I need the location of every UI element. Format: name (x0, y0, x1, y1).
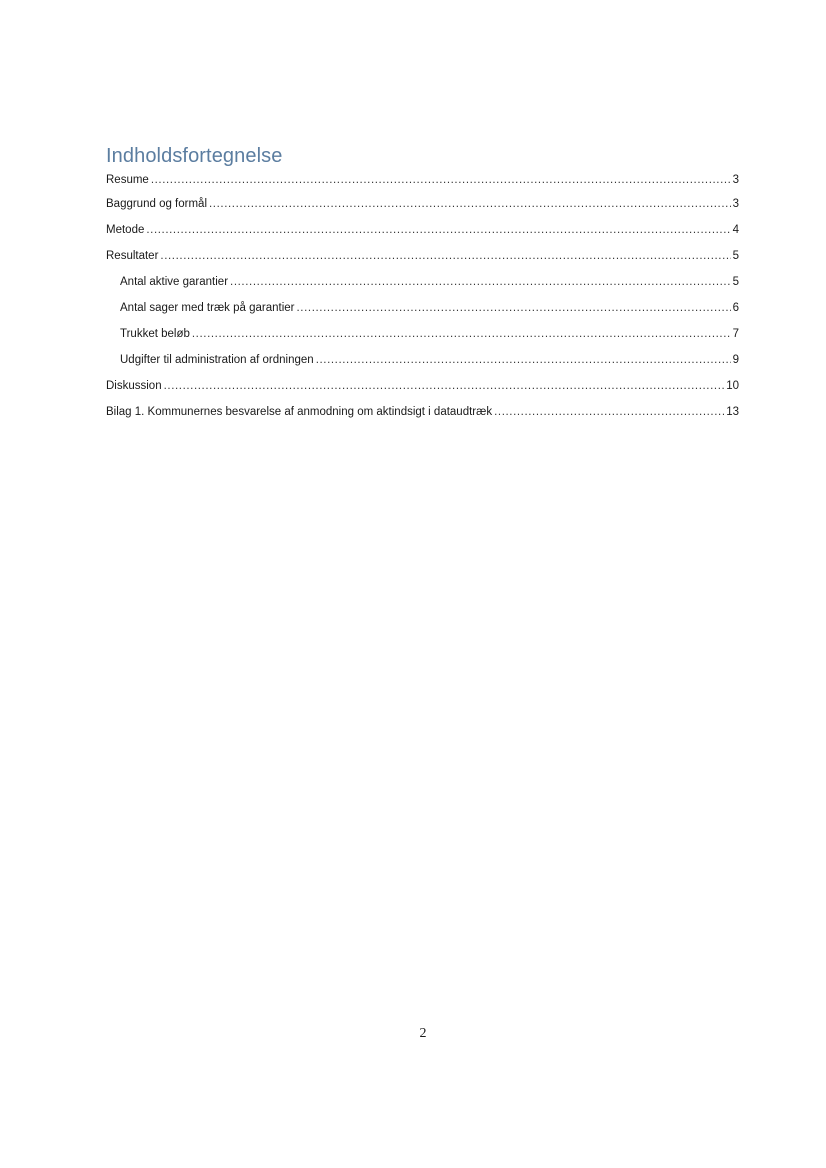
toc-dot-leader (230, 269, 731, 295)
toc-entry-page: 13 (726, 406, 739, 418)
toc-entry-udgifter[interactable] (106, 347, 739, 373)
toc-entry-text: Udgifter til administration af ordningen (120, 354, 314, 366)
toc-entry-text: Antal sager med træk på garantier (120, 302, 295, 314)
toc-entry-antal-aktive-garantier[interactable] (106, 269, 739, 295)
toc-entry-trukket-beloeb[interactable] (106, 321, 739, 347)
toc-entry-diskussion[interactable] (106, 373, 739, 399)
toc-entry-text: Trukket beløb (120, 328, 190, 340)
toc-dot-leader (151, 169, 731, 191)
toc-entry-text: Baggrund og formål (106, 198, 208, 210)
toc-entry-page: 7 (732, 328, 739, 340)
toc-entry-resume[interactable] (106, 169, 739, 191)
toc-entry-baggrund[interactable] (106, 191, 739, 217)
toc-entry-resultater[interactable] (106, 243, 739, 269)
toc-list (106, 169, 739, 425)
toc-dot-leader (494, 399, 724, 425)
toc-entry-page: 5 (732, 250, 739, 262)
toc-entry-page: 3 (732, 174, 739, 186)
toc-entry-text: Resume (106, 174, 149, 186)
toc-entry-page: 4 (732, 224, 739, 236)
toc-dot-leader (164, 373, 725, 399)
toc-dot-leader (316, 347, 731, 373)
toc-entry-text: Bilag 1. Kommunernes besvarelse af anmodning om aktindsigt i dataudtræk (106, 406, 493, 418)
toc-entry-page: 9 (732, 354, 739, 366)
toc-entry-text: Diskussion (106, 380, 162, 392)
toc-dot-leader (160, 243, 730, 269)
toc-entry-page: 6 (732, 302, 739, 314)
toc-entry-page: 3 (732, 198, 739, 210)
toc-dot-leader (146, 217, 730, 243)
toc-entry-bilag-1[interactable] (106, 399, 739, 425)
toc-entry-text: Resultater (106, 250, 159, 262)
toc-title: Indholdsfortegnelse (106, 145, 283, 167)
toc-entry-text: Antal aktive garantier (120, 276, 229, 288)
toc-dot-leader (297, 295, 731, 321)
toc-entry-metode[interactable] (106, 217, 739, 243)
toc-entry-page: 10 (726, 380, 739, 392)
page-number: 2 (419, 1026, 427, 1041)
table-of-contents (106, 143, 739, 425)
toc-entry-antal-sager[interactable] (106, 295, 739, 321)
toc-dot-leader (192, 321, 731, 347)
toc-entry-page: 5 (732, 276, 739, 288)
toc-entry-text: Metode (106, 224, 145, 236)
toc-dot-leader (209, 191, 731, 217)
